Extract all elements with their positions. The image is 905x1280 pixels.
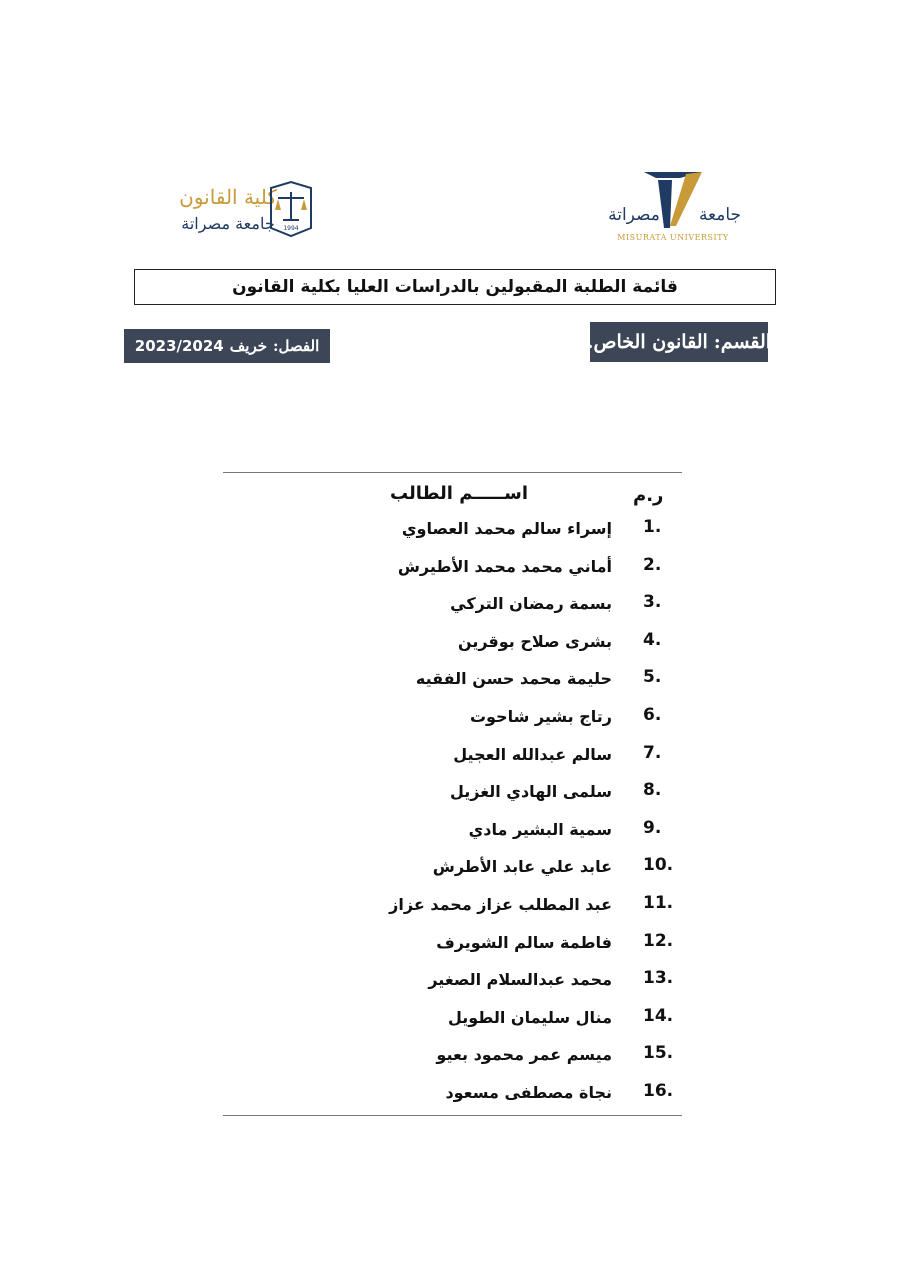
student-name: ميسم عمر محمود بعيو: [436, 1045, 612, 1065]
student-name: بسمة رمضان التركي: [450, 594, 612, 614]
row-number: 8.: [643, 780, 662, 801]
semester-label: الفصل:: [273, 337, 320, 355]
department-value: القانون الخاص.: [586, 331, 708, 353]
row-number: 13.: [643, 968, 674, 989]
table-row: [223, 1002, 682, 1040]
table-row: [223, 851, 682, 889]
semester-year: 2023/2024: [134, 337, 224, 355]
row-number: 10.: [643, 855, 674, 876]
table-body: [223, 513, 682, 1115]
document-title-text: قائمة الطلبة المقبولين بالدراسات العليا بكلية القانون: [232, 277, 678, 297]
student-name: نجاة مصطفى مسعود: [445, 1082, 612, 1102]
row-number: 14.: [643, 1005, 674, 1026]
student-name: سالم عبدالله العجيل: [453, 744, 612, 764]
student-name: رتاج بشير شاحوت: [469, 706, 612, 726]
row-number: 3.: [643, 592, 662, 613]
row-number: 16.: [643, 1080, 674, 1101]
student-name: إسراء سالم محمد العصاوي: [401, 519, 612, 538]
header-student-name: اســـــم الطالب: [389, 483, 528, 504]
row-number: 4.: [643, 629, 662, 650]
svg-text:جامعة: جامعة: [698, 205, 742, 225]
header-number: ر.م: [633, 485, 664, 506]
table-row: [223, 663, 682, 701]
svg-text:مصراتة: مصراتة: [608, 205, 660, 225]
table-row: [223, 964, 682, 1002]
student-name: سلمى الهادي الغزيل: [449, 782, 612, 802]
table-row: [223, 739, 682, 777]
table-row: [223, 927, 682, 965]
table-row: [223, 626, 682, 664]
students-table: [223, 472, 682, 1116]
table-row: [223, 776, 682, 814]
student-name: سمية البشير مادي: [468, 819, 612, 839]
row-number: 6.: [643, 704, 662, 725]
row-number: 7.: [643, 742, 662, 763]
table-row: [223, 701, 682, 739]
semester-term: خريف: [229, 337, 268, 355]
svg-text:كلية القانون: كلية القانون: [179, 185, 277, 209]
student-name: أماني محمد محمد الأطيرش: [397, 556, 612, 576]
student-name: محمد عبدالسلام الصغير: [428, 970, 612, 990]
student-name: منال سليمان الطويل: [447, 1007, 612, 1027]
svg-text:MISURATA UNIVERSITY: MISURATA UNIVERSITY: [617, 233, 729, 242]
student-name: حليمة محمد حسن الفقيه: [415, 669, 612, 689]
table-row: [223, 814, 682, 852]
student-name: عبد المطلب عزاز محمد عزاز: [389, 894, 612, 914]
row-number: 12.: [643, 930, 674, 951]
svg-text:1994: 1994: [283, 225, 299, 232]
student-name: عابد علي عابد الأطرش: [432, 857, 612, 877]
student-name: فاطمة سالم الشويرف: [436, 932, 612, 952]
department-badge: [586, 322, 772, 362]
department-label: القسم:: [713, 331, 772, 353]
document-title: [134, 269, 776, 305]
student-name: بشرى صلاح بوقرين: [457, 631, 612, 651]
row-number: 5.: [643, 667, 662, 688]
table-row: [223, 551, 682, 589]
table-row: [223, 513, 682, 551]
table-header: [223, 473, 682, 513]
table-row: [223, 889, 682, 927]
misurata-university-logo: [598, 168, 748, 248]
table-row: [223, 1077, 682, 1115]
row-number: 1.: [643, 517, 662, 537]
row-number: 15.: [643, 1043, 674, 1064]
row-number: 11.: [643, 892, 674, 913]
faculty-of-law-logo: [136, 180, 318, 240]
row-number: 9.: [643, 817, 662, 838]
table-row: [223, 1039, 682, 1077]
table-row: [223, 588, 682, 626]
svg-text:جامعة مصراتة: جامعة مصراتة: [181, 214, 275, 233]
semester-badge: [124, 329, 330, 363]
row-number: 2.: [643, 554, 662, 575]
